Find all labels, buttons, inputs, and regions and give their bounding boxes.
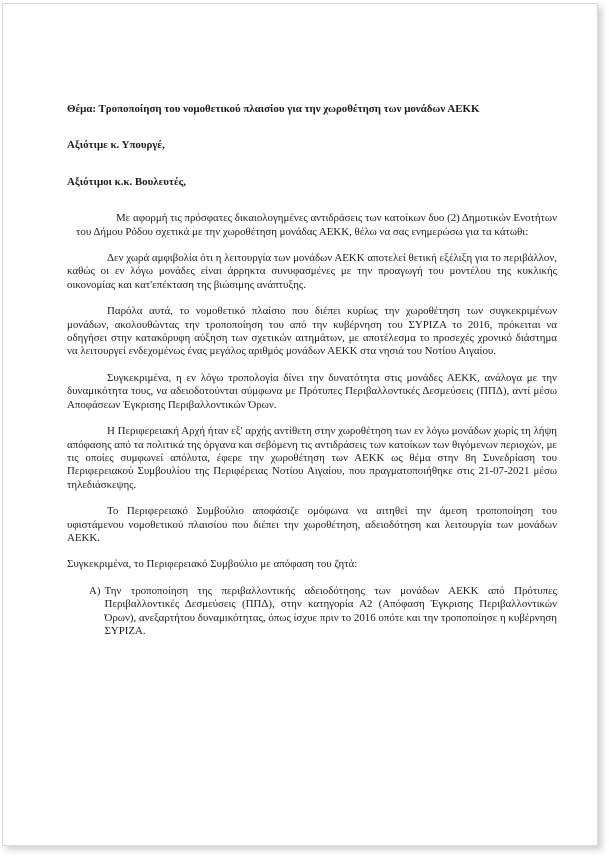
request-item-text: Την τροποποίηση της περιβαλλοντικής αδειοδότησης των μονάδων ΑΕΚΚ από Πρότυπες Περιβαλλοντικές Δεσμεύσεις (ΠΠΔ), στην κατηγορία Α2 (Απόφαση Έγκρισης Περιβαλλοντικών Όρων), ανεξαρτήτου δυναμικότητας, όπως ίσχυε πριν το 2016 οπότε και την τροποποίησε η κυβέρνηση ΣΥΡΙΖΑ. bbox=[104, 584, 557, 637]
paragraph-1: Με αφορμή τις πρόσφατες δικαιολογημένες αντιδράσεις των κατοίκων δυο (2) Δημοτικών Ενοτήτων του Δήμου Ρόδου σχετικά με την χωροθέτηση μονάδας ΑΕΚΚ, θέλω να σας ενημερώσω για τα κάτωθι: bbox=[76, 212, 557, 238]
letter-body bbox=[67, 103, 557, 638]
paragraph-3: Παρόλα αυτά, το νομοθετικό πλαίσιο που διέπει κυρίως την χωροθέτηση των συγκεκριμένων μονάδων, ακολουθώντας την τροποποίηση του από την κυβέρνηση του ΣΥΡΙΖΑ το 2016, πρόκειται να οδηγήσει στην κατακόρυφη αύξηση των σχετικών αιτημάτων, με αποτέλεσμα το προσεχές χρονικό διάστημα να λειτουργεί ενδεχομένως ένας μεγάλος αριθμός μονάδων ΑΕΚΚ στα νησιά του Νοτίου Αιγαίου. bbox=[67, 305, 557, 358]
greeting-minister: Αξιότιμε κ. Υπουργέ, bbox=[67, 139, 165, 152]
document-page bbox=[2, 3, 598, 846]
paragraph-6: Το Περιφερειακό Συμβούλιο αποφάσιζε ομόφωνα να αιτηθεί την άμεση τροποποίηση του υφιστάμενου νομοθετικού πλαισίου που διέπει την χωροθέτηση, αδειοδότηση και λειτουργία των μονάδων ΑΕΚΚ. bbox=[67, 505, 557, 544]
request-item-marker: A) bbox=[89, 584, 101, 597]
request-item-a bbox=[89, 585, 557, 639]
subject-line: Θέμα: Τροποποίηση του νομοθετικού πλαισίου για την χωροθέτηση των μονάδων ΑΕΚΚ bbox=[67, 103, 480, 115]
greeting-mps: Αξιότιμοι κ.κ. Βουλευτές, bbox=[67, 175, 186, 188]
request-intro: Συγκεκριμένα, το Περιφερειακό Συμβούλιο με απόφαση του ζητά: bbox=[67, 558, 358, 571]
paragraph-4: Συγκεκριμένα, η εν λόγω τροπολογία δίνει την δυνατότητα στις μονάδες ΑΕΚΚ, ανάλογα με την δυναμικότητα τους, να αδειοδοτούνται σύμφωνα με Πρότυπες Περιβαλλοντικές Δεσμεύσεις (ΠΠΔ), αντί μέσω Αποφάσεων Έγκρισης Περιβαλλοντικών Όρων. bbox=[67, 371, 557, 411]
paragraph-5: Η Περιφερειακή Αρχή ήταν εξ' αρχής αντίθετη στην χωροθέτηση των εν λόγω μονάδων χωρίς τη λήψη απόφασης από τα πολιτικά της όργανα και σεβόμενη τις αντιδράσεις των κατοίκων των θιγόμενων περιοχών, με τις οποίες συμφωνεί απόλυτα, έφερε την χωροθέτηση των ΑΕΚΚ ως θέμα στην 8η Συνεδρίαση του Περιφερειακού Συμβουλίου της Περιφέρειας Νοτίου Αιγαίου, που πραγματοποιήθηκε στις 21-07-2021 μέσω τηλεδιάσκεψης. bbox=[67, 425, 557, 491]
paragraph-2: Δεν χωρά αμφιβολία ότι η λειτουργία των μονάδων ΑΕΚΚ αποτελεί θετική εξέλιξη για το περιβάλλον, καθώς οι εν λόγω μονάδες είναι άρρηκτα συνυφασμένες με την προαγωγή του μοντέλου της κυκλικής οικονομίας και κατ'επέκταση της βιώσιμης ανάπτυξης. bbox=[67, 252, 557, 291]
